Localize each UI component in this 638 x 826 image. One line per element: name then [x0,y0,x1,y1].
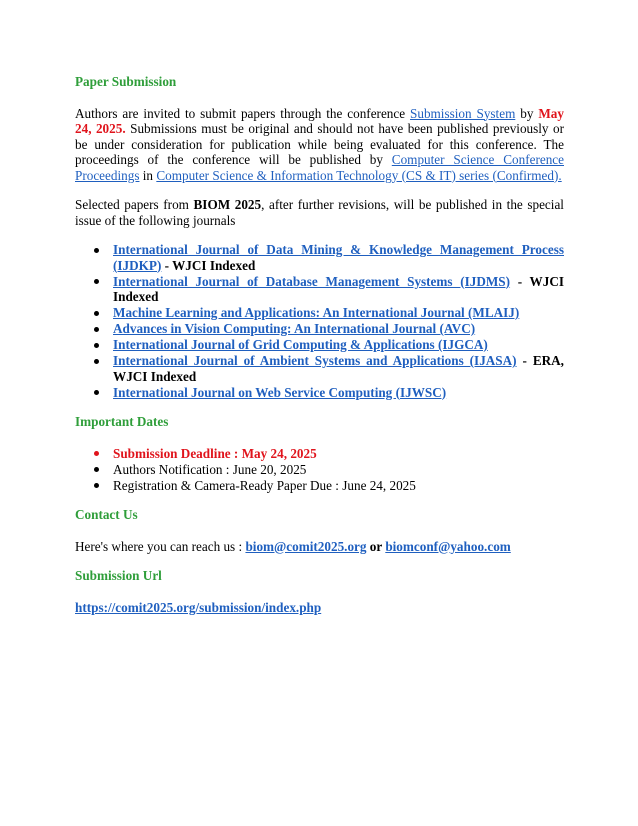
submission-paragraph [75,106,564,184]
document-page [75,74,564,615]
journal-link-ijdms[interactable]: International Journal of Database Management Systems (IJDMS) [113,273,511,289]
journal-link-ijwsc[interactable]: International Journal on Web Service Computing (IJWSC) [113,384,447,400]
selected-papers-text-a: Selected papers from [75,197,194,212]
journal-link-avc[interactable]: Advances in Vision Computing: An International Journal (AVC) [113,321,476,336]
journal-list-item [113,274,564,305]
journal-indexing: - WJCI Indexed [113,273,564,304]
paper-submission-heading: Paper Submission [75,74,177,89]
proceedings-link[interactable]: Computer Science Conference Proceedings [75,152,564,183]
journal-link-ijasa[interactable]: International Journal of Ambient Systems and Applications (IJASA) [113,353,517,368]
contact-us-heading: Contact Us [75,507,138,522]
journal-list-item [113,242,564,273]
submission-url-heading: Submission Url [75,568,162,583]
journal-indexing: - WJCI Indexed [161,257,256,273]
journal-list-item [113,353,564,384]
date-item-notification [113,462,564,478]
selected-papers-paragraph [75,197,564,228]
date-item-text: Registration & Camera-Ready Paper Due : June 24, 2025 [113,477,416,493]
contact-email-primary[interactable]: biom@comit2025.org [245,538,367,554]
date-item-text: Submission Deadline : May 24, 2025 [113,445,317,461]
submission-system-link[interactable]: Submission System [410,105,516,121]
date-item-text: Authors Notification : June 20, 2025 [113,461,307,477]
journal-link-ijdkp[interactable]: International Journal of Data Mining & Knowledge Management Process (IJDKP) [113,242,564,273]
date-item-registration [113,478,564,494]
dates-list [75,446,564,494]
journal-list-item [113,385,564,401]
selected-papers-text-b: , after further revisions, will be published in the special issue of the following journals [75,197,564,228]
submission-text-d: in [139,167,157,183]
important-dates-heading: Important Dates [75,414,169,429]
submission-text-a: Authors are invited to submit papers through the conference [75,105,411,121]
submission-deadline-text: May 24, 2025. [75,105,564,136]
contact-email-secondary[interactable]: biomconf@yahoo.com [385,538,511,554]
journal-list [75,242,564,400]
contact-text: Here's where you can reach us : [75,538,246,554]
journal-indexing: - ERA, WJCI Indexed [113,353,564,384]
journal-link-ijgca[interactable]: International Journal of Grid Computing & Applications (IJGCA) [113,337,488,352]
journal-list-item [113,321,564,337]
submission-text-c: Submissions must be original and should not have been published previously or be under consideration for publication while being evaluated for this conference. The proceedings of the conference will be published by [75,121,564,167]
date-item-submission-deadline [113,446,564,462]
submission-text-b: by [515,105,539,121]
journal-list-item [113,337,564,353]
submission-url-line [75,600,564,616]
journal-list-item [113,305,564,321]
contact-line [75,539,564,555]
cs-it-series-link[interactable]: Computer Science & Information Technology (CS & IT) series (Confirmed). [156,167,562,183]
conference-name: BIOM 2025 [193,197,262,212]
contact-or-text: or [366,538,386,554]
submission-url-link[interactable]: https://comit2025.org/submission/index.php [75,599,322,615]
journal-link-mlaij[interactable]: Machine Learning and Applications: An International Journal (MLAIJ) [113,305,520,320]
